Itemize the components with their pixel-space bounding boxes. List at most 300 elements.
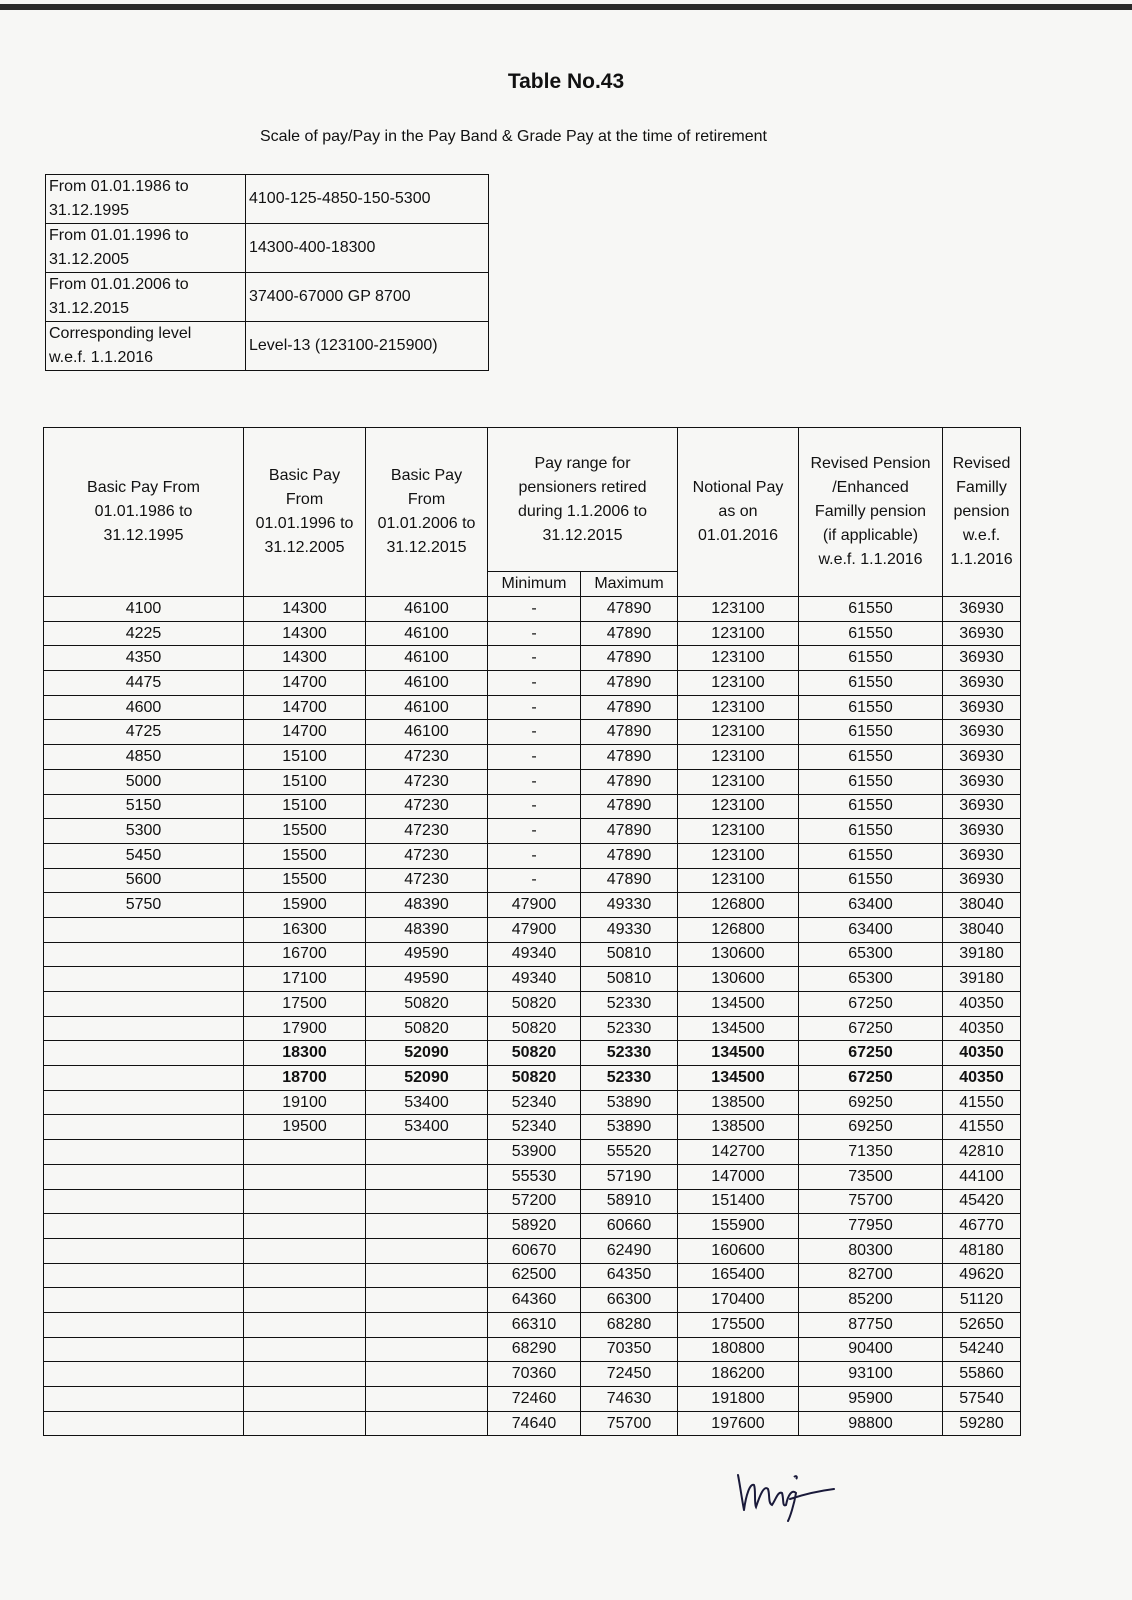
table-row xyxy=(44,1140,1021,1165)
cell-basic-pay-1986: 5750 xyxy=(44,893,244,918)
cell-minimum: 47900 xyxy=(488,893,581,918)
cell-basic-pay-2006: 49590 xyxy=(366,967,488,992)
cell-maximum: 52330 xyxy=(581,1066,678,1091)
cell-revised-family-pension: 36930 xyxy=(943,868,1021,893)
cell-revised-pension: 61550 xyxy=(799,868,943,893)
scale-label-line: 31.12.2015 xyxy=(49,300,130,317)
cell-basic-pay-2006 xyxy=(366,1312,488,1337)
cell-basic-pay-2006 xyxy=(366,1263,488,1288)
cell-notional-pay: 191800 xyxy=(678,1387,799,1412)
scale-label xyxy=(46,224,246,273)
cell-minimum: - xyxy=(488,745,581,770)
signature-mark xyxy=(730,1455,840,1525)
cell-basic-pay-2006: 53400 xyxy=(366,1090,488,1115)
table-row xyxy=(44,1090,1021,1115)
cell-notional-pay: 197600 xyxy=(678,1411,799,1436)
page-subtitle: Scale of pay/Pay in the Pay Band & Grade Pay at the time of retirement xyxy=(260,128,767,145)
cell-basic-pay-1996: 19500 xyxy=(244,1115,366,1140)
cell-notional-pay: 123100 xyxy=(678,671,799,696)
table-row xyxy=(44,1411,1021,1436)
cell-basic-pay-1986: 5000 xyxy=(44,769,244,794)
cell-revised-pension: 63400 xyxy=(799,893,943,918)
cell-minimum: - xyxy=(488,794,581,819)
cell-minimum: 74640 xyxy=(488,1411,581,1436)
table-row xyxy=(44,646,1021,671)
cell-notional-pay: 123100 xyxy=(678,868,799,893)
table-row xyxy=(44,1387,1021,1412)
cell-notional-pay: 123100 xyxy=(678,621,799,646)
cell-minimum: - xyxy=(488,646,581,671)
scale-row xyxy=(46,224,489,273)
cell-maximum: 66300 xyxy=(581,1288,678,1313)
cell-revised-pension: 61550 xyxy=(799,671,943,696)
cell-basic-pay-2006: 53400 xyxy=(366,1115,488,1140)
cell-minimum: - xyxy=(488,843,581,868)
cell-minimum: 70360 xyxy=(488,1362,581,1387)
table-row xyxy=(44,942,1021,967)
cell-maximum: 49330 xyxy=(581,893,678,918)
cell-basic-pay-1986 xyxy=(44,1214,244,1239)
cell-basic-pay-1986 xyxy=(44,1387,244,1412)
table-row xyxy=(44,868,1021,893)
pension-table xyxy=(43,427,1021,1436)
header-maximum: Maximum xyxy=(581,572,678,597)
cell-basic-pay-2006: 46100 xyxy=(366,646,488,671)
cell-maximum: 47890 xyxy=(581,843,678,868)
scale-label xyxy=(46,322,246,371)
table-row xyxy=(44,893,1021,918)
cell-minimum: - xyxy=(488,819,581,844)
cell-revised-family-pension: 39180 xyxy=(943,942,1021,967)
cell-basic-pay-2006 xyxy=(366,1387,488,1412)
cell-revised-pension: 61550 xyxy=(799,745,943,770)
scale-label xyxy=(46,273,246,322)
cell-revised-family-pension: 36930 xyxy=(943,646,1021,671)
cell-basic-pay-2006 xyxy=(366,1411,488,1436)
cell-basic-pay-1986: 4600 xyxy=(44,695,244,720)
cell-notional-pay: 134500 xyxy=(678,992,799,1017)
cell-revised-pension: 80300 xyxy=(799,1238,943,1263)
cell-revised-family-pension: 36930 xyxy=(943,769,1021,794)
cell-basic-pay-1996: 15500 xyxy=(244,843,366,868)
cell-basic-pay-1986: 4725 xyxy=(44,720,244,745)
cell-maximum: 47890 xyxy=(581,720,678,745)
cell-basic-pay-2006 xyxy=(366,1238,488,1263)
scale-label-line: w.e.f. 1.1.2016 xyxy=(49,349,154,366)
table-row xyxy=(44,794,1021,819)
cell-basic-pay-1996 xyxy=(244,1362,366,1387)
cell-revised-pension: 61550 xyxy=(799,720,943,745)
cell-basic-pay-2006 xyxy=(366,1337,488,1362)
cell-basic-pay-1986: 4100 xyxy=(44,597,244,622)
cell-revised-pension: 75700 xyxy=(799,1189,943,1214)
cell-basic-pay-2006 xyxy=(366,1362,488,1387)
cell-maximum: 58910 xyxy=(581,1189,678,1214)
table-row xyxy=(44,720,1021,745)
cell-minimum: - xyxy=(488,695,581,720)
cell-revised-pension: 67250 xyxy=(799,1016,943,1041)
cell-basic-pay-1996 xyxy=(244,1140,366,1165)
cell-notional-pay: 147000 xyxy=(678,1164,799,1189)
cell-revised-family-pension: 40350 xyxy=(943,1016,1021,1041)
table-row xyxy=(44,1337,1021,1362)
cell-basic-pay-1996: 17500 xyxy=(244,992,366,1017)
cell-basic-pay-2006: 47230 xyxy=(366,843,488,868)
cell-basic-pay-1986: 5600 xyxy=(44,868,244,893)
cell-basic-pay-1996: 15900 xyxy=(244,893,366,918)
cell-basic-pay-1996: 15500 xyxy=(244,819,366,844)
cell-revised-family-pension: 57540 xyxy=(943,1387,1021,1412)
cell-revised-family-pension: 49620 xyxy=(943,1263,1021,1288)
cell-minimum: 50820 xyxy=(488,1066,581,1091)
header-revised-family-pension: Revised Familly pension w.e.f. 1.1.2016 xyxy=(943,428,1021,597)
cell-basic-pay-1986 xyxy=(44,1164,244,1189)
cell-notional-pay: 142700 xyxy=(678,1140,799,1165)
table-row xyxy=(44,745,1021,770)
table-row xyxy=(44,769,1021,794)
cell-revised-pension: 61550 xyxy=(799,621,943,646)
cell-notional-pay: 130600 xyxy=(678,967,799,992)
cell-revised-pension: 61550 xyxy=(799,819,943,844)
cell-basic-pay-1986 xyxy=(44,1312,244,1337)
cell-revised-family-pension: 39180 xyxy=(943,967,1021,992)
table-row xyxy=(44,1263,1021,1288)
cell-maximum: 57190 xyxy=(581,1164,678,1189)
cell-basic-pay-1996: 18300 xyxy=(244,1041,366,1066)
cell-basic-pay-2006: 48390 xyxy=(366,893,488,918)
cell-basic-pay-1986: 4225 xyxy=(44,621,244,646)
table-row xyxy=(44,992,1021,1017)
cell-maximum: 60660 xyxy=(581,1214,678,1239)
cell-revised-family-pension: 36930 xyxy=(943,695,1021,720)
cell-maximum: 47890 xyxy=(581,819,678,844)
cell-revised-family-pension: 59280 xyxy=(943,1411,1021,1436)
cell-revised-family-pension: 45420 xyxy=(943,1189,1021,1214)
cell-basic-pay-1996: 17100 xyxy=(244,967,366,992)
table-row xyxy=(44,1189,1021,1214)
cell-basic-pay-1996: 19100 xyxy=(244,1090,366,1115)
cell-notional-pay: 123100 xyxy=(678,720,799,745)
cell-basic-pay-1996: 14700 xyxy=(244,695,366,720)
cell-revised-pension: 85200 xyxy=(799,1288,943,1313)
cell-revised-pension: 65300 xyxy=(799,967,943,992)
scale-label-line: From 01.01.2006 to xyxy=(49,276,189,293)
cell-minimum: 57200 xyxy=(488,1189,581,1214)
scale-label xyxy=(46,175,246,224)
cell-notional-pay: 138500 xyxy=(678,1090,799,1115)
cell-basic-pay-2006: 50820 xyxy=(366,1016,488,1041)
scale-label-line: From 01.01.1986 to xyxy=(49,178,189,195)
cell-basic-pay-1996: 16700 xyxy=(244,942,366,967)
cell-revised-family-pension: 52650 xyxy=(943,1312,1021,1337)
pay-scales-table xyxy=(45,174,489,371)
cell-maximum: 47890 xyxy=(581,646,678,671)
cell-revised-family-pension: 38040 xyxy=(943,893,1021,918)
cell-revised-pension: 67250 xyxy=(799,1066,943,1091)
cell-basic-pay-2006 xyxy=(366,1140,488,1165)
cell-notional-pay: 186200 xyxy=(678,1362,799,1387)
cell-minimum: 52340 xyxy=(488,1115,581,1140)
cell-basic-pay-1996: 17900 xyxy=(244,1016,366,1041)
cell-revised-pension: 65300 xyxy=(799,942,943,967)
cell-basic-pay-1996: 14300 xyxy=(244,597,366,622)
cell-notional-pay: 123100 xyxy=(678,597,799,622)
cell-notional-pay: 134500 xyxy=(678,1041,799,1066)
header-notional-pay: Notional Pay as on 01.01.2016 xyxy=(678,428,799,597)
cell-revised-pension: 71350 xyxy=(799,1140,943,1165)
cell-notional-pay: 123100 xyxy=(678,794,799,819)
table-row xyxy=(44,597,1021,622)
cell-basic-pay-1986 xyxy=(44,1066,244,1091)
cell-basic-pay-2006 xyxy=(366,1164,488,1189)
cell-basic-pay-1996: 14300 xyxy=(244,646,366,671)
cell-revised-family-pension: 40350 xyxy=(943,1041,1021,1066)
scale-row xyxy=(46,322,489,371)
cell-minimum: 68290 xyxy=(488,1337,581,1362)
cell-notional-pay: 155900 xyxy=(678,1214,799,1239)
cell-basic-pay-1986 xyxy=(44,1016,244,1041)
cell-basic-pay-1996 xyxy=(244,1189,366,1214)
cell-basic-pay-2006: 47230 xyxy=(366,794,488,819)
table-row xyxy=(44,1288,1021,1313)
cell-minimum: - xyxy=(488,769,581,794)
cell-basic-pay-1986 xyxy=(44,1115,244,1140)
cell-revised-pension: 61550 xyxy=(799,769,943,794)
cell-notional-pay: 126800 xyxy=(678,893,799,918)
cell-revised-family-pension: 36930 xyxy=(943,597,1021,622)
cell-revised-family-pension: 40350 xyxy=(943,1066,1021,1091)
cell-maximum: 52330 xyxy=(581,992,678,1017)
cell-maximum: 49330 xyxy=(581,917,678,942)
cell-basic-pay-2006: 46100 xyxy=(366,621,488,646)
cell-revised-pension: 67250 xyxy=(799,1041,943,1066)
cell-basic-pay-2006 xyxy=(366,1288,488,1313)
header-basic-pay-2006: Basic Pay From 01.01.2006 to 31.12.2015 xyxy=(366,428,488,597)
cell-basic-pay-2006: 46100 xyxy=(366,597,488,622)
header-revised-pension: Revised Pension /Enhanced Familly pension (if applicable) w.e.f. 1.1.2016 xyxy=(799,428,943,597)
cell-minimum: - xyxy=(488,720,581,745)
cell-maximum: 47890 xyxy=(581,745,678,770)
cell-minimum: 50820 xyxy=(488,1016,581,1041)
cell-notional-pay: 151400 xyxy=(678,1189,799,1214)
cell-basic-pay-1996: 16300 xyxy=(244,917,366,942)
cell-revised-family-pension: 40350 xyxy=(943,992,1021,1017)
table-row xyxy=(44,917,1021,942)
cell-revised-family-pension: 36930 xyxy=(943,819,1021,844)
cell-basic-pay-1996 xyxy=(244,1238,366,1263)
cell-maximum: 64350 xyxy=(581,1263,678,1288)
cell-revised-family-pension: 48180 xyxy=(943,1238,1021,1263)
cell-basic-pay-2006 xyxy=(366,1214,488,1239)
cell-basic-pay-1986 xyxy=(44,1337,244,1362)
cell-basic-pay-1986 xyxy=(44,1140,244,1165)
cell-notional-pay: 123100 xyxy=(678,646,799,671)
scale-label-line: 31.12.1995 xyxy=(49,202,130,219)
cell-revised-pension: 63400 xyxy=(799,917,943,942)
cell-revised-pension: 61550 xyxy=(799,646,943,671)
cell-maximum: 55520 xyxy=(581,1140,678,1165)
table-row xyxy=(44,1214,1021,1239)
cell-basic-pay-1986 xyxy=(44,917,244,942)
cell-maximum: 47890 xyxy=(581,868,678,893)
cell-minimum: 50820 xyxy=(488,1041,581,1066)
cell-notional-pay: 180800 xyxy=(678,1337,799,1362)
cell-notional-pay: 123100 xyxy=(678,745,799,770)
table-row xyxy=(44,1041,1021,1066)
cell-basic-pay-1986: 5300 xyxy=(44,819,244,844)
cell-basic-pay-1996 xyxy=(244,1164,366,1189)
cell-basic-pay-1986 xyxy=(44,1288,244,1313)
cell-basic-pay-1996 xyxy=(244,1387,366,1412)
cell-minimum: 60670 xyxy=(488,1238,581,1263)
cell-revised-pension: 77950 xyxy=(799,1214,943,1239)
cell-basic-pay-1996: 15500 xyxy=(244,868,366,893)
cell-maximum: 74630 xyxy=(581,1387,678,1412)
cell-basic-pay-2006: 46100 xyxy=(366,671,488,696)
cell-revised-family-pension: 44100 xyxy=(943,1164,1021,1189)
cell-notional-pay: 134500 xyxy=(678,1016,799,1041)
cell-minimum: 66310 xyxy=(488,1312,581,1337)
cell-basic-pay-1996: 18700 xyxy=(244,1066,366,1091)
cell-revised-family-pension: 55860 xyxy=(943,1362,1021,1387)
cell-revised-pension: 73500 xyxy=(799,1164,943,1189)
cell-maximum: 47890 xyxy=(581,621,678,646)
cell-revised-pension: 67250 xyxy=(799,992,943,1017)
cell-minimum: 64360 xyxy=(488,1288,581,1313)
scan-border xyxy=(0,4,1132,10)
page-title: Table No.43 xyxy=(507,70,625,93)
cell-basic-pay-2006 xyxy=(366,1189,488,1214)
table-row xyxy=(44,843,1021,868)
scale-value: 37400-67000 GP 8700 xyxy=(246,273,489,322)
table-row xyxy=(44,1115,1021,1140)
cell-revised-family-pension: 36930 xyxy=(943,745,1021,770)
cell-revised-family-pension: 36930 xyxy=(943,794,1021,819)
cell-basic-pay-1986 xyxy=(44,1041,244,1066)
scale-row xyxy=(46,175,489,224)
cell-revised-family-pension: 42810 xyxy=(943,1140,1021,1165)
cell-revised-pension: 61550 xyxy=(799,794,943,819)
cell-revised-pension: 69250 xyxy=(799,1090,943,1115)
header-pay-range: Pay range for pensioners retired during 1.1.2006 to 31.12.2015 xyxy=(488,428,678,572)
cell-revised-pension: 82700 xyxy=(799,1263,943,1288)
cell-basic-pay-1996 xyxy=(244,1411,366,1436)
cell-basic-pay-1986: 4475 xyxy=(44,671,244,696)
cell-basic-pay-1996: 14300 xyxy=(244,621,366,646)
cell-notional-pay: 165400 xyxy=(678,1263,799,1288)
cell-revised-family-pension: 38040 xyxy=(943,917,1021,942)
table-row xyxy=(44,1164,1021,1189)
cell-revised-family-pension: 51120 xyxy=(943,1288,1021,1313)
cell-basic-pay-1996 xyxy=(244,1288,366,1313)
cell-basic-pay-2006: 47230 xyxy=(366,868,488,893)
cell-revised-family-pension: 41550 xyxy=(943,1115,1021,1140)
cell-maximum: 47890 xyxy=(581,794,678,819)
cell-revised-pension: 61550 xyxy=(799,695,943,720)
cell-maximum: 47890 xyxy=(581,695,678,720)
cell-notional-pay: 138500 xyxy=(678,1115,799,1140)
cell-maximum: 50810 xyxy=(581,942,678,967)
table-row xyxy=(44,1312,1021,1337)
cell-minimum: - xyxy=(488,597,581,622)
cell-revised-pension: 87750 xyxy=(799,1312,943,1337)
cell-maximum: 47890 xyxy=(581,597,678,622)
cell-revised-family-pension: 54240 xyxy=(943,1337,1021,1362)
cell-maximum: 70350 xyxy=(581,1337,678,1362)
cell-revised-family-pension: 41550 xyxy=(943,1090,1021,1115)
cell-notional-pay: 170400 xyxy=(678,1288,799,1313)
cell-maximum: 50810 xyxy=(581,967,678,992)
cell-minimum: 55530 xyxy=(488,1164,581,1189)
cell-maximum: 52330 xyxy=(581,1041,678,1066)
cell-maximum: 53890 xyxy=(581,1090,678,1115)
scale-label-line: From 01.01.1996 to xyxy=(49,227,189,244)
cell-notional-pay: 123100 xyxy=(678,843,799,868)
cell-basic-pay-1986: 4350 xyxy=(44,646,244,671)
cell-notional-pay: 126800 xyxy=(678,917,799,942)
cell-basic-pay-1986 xyxy=(44,1263,244,1288)
cell-basic-pay-2006: 47230 xyxy=(366,745,488,770)
cell-basic-pay-2006: 48390 xyxy=(366,917,488,942)
cell-maximum: 72450 xyxy=(581,1362,678,1387)
cell-revised-pension: 93100 xyxy=(799,1362,943,1387)
cell-basic-pay-1996: 14700 xyxy=(244,671,366,696)
cell-basic-pay-1986 xyxy=(44,1189,244,1214)
cell-minimum: 49340 xyxy=(488,967,581,992)
header-basic-pay-1986: Basic Pay From 01.01.1986 to 31.12.1995 xyxy=(44,428,244,597)
cell-minimum: 72460 xyxy=(488,1387,581,1412)
cell-notional-pay: 123100 xyxy=(678,695,799,720)
scale-value: 14300-400-18300 xyxy=(246,224,489,273)
cell-maximum: 75700 xyxy=(581,1411,678,1436)
cell-basic-pay-1986 xyxy=(44,967,244,992)
cell-basic-pay-1986 xyxy=(44,992,244,1017)
cell-maximum: 53890 xyxy=(581,1115,678,1140)
cell-basic-pay-1996: 14700 xyxy=(244,720,366,745)
table-row xyxy=(44,967,1021,992)
cell-minimum: - xyxy=(488,621,581,646)
table-row xyxy=(44,1362,1021,1387)
cell-minimum: 49340 xyxy=(488,942,581,967)
cell-revised-pension: 90400 xyxy=(799,1337,943,1362)
cell-revised-pension: 98800 xyxy=(799,1411,943,1436)
cell-basic-pay-2006: 46100 xyxy=(366,720,488,745)
table-row xyxy=(44,671,1021,696)
cell-basic-pay-2006: 50820 xyxy=(366,992,488,1017)
scale-value: 4100-125-4850-150-5300 xyxy=(246,175,489,224)
cell-maximum: 47890 xyxy=(581,671,678,696)
cell-basic-pay-1996 xyxy=(244,1337,366,1362)
cell-basic-pay-1986 xyxy=(44,1362,244,1387)
cell-basic-pay-1986 xyxy=(44,1238,244,1263)
cell-maximum: 47890 xyxy=(581,769,678,794)
cell-minimum: 47900 xyxy=(488,917,581,942)
cell-basic-pay-1996 xyxy=(244,1214,366,1239)
header-row xyxy=(44,428,1021,572)
cell-basic-pay-1996: 15100 xyxy=(244,794,366,819)
cell-revised-pension: 61550 xyxy=(799,843,943,868)
table-row xyxy=(44,1016,1021,1041)
cell-notional-pay: 160600 xyxy=(678,1238,799,1263)
cell-basic-pay-1986 xyxy=(44,1090,244,1115)
cell-maximum: 68280 xyxy=(581,1312,678,1337)
cell-basic-pay-2006: 49590 xyxy=(366,942,488,967)
cell-revised-pension: 95900 xyxy=(799,1387,943,1412)
cell-minimum: - xyxy=(488,671,581,696)
cell-basic-pay-2006: 47230 xyxy=(366,769,488,794)
cell-basic-pay-1986: 5450 xyxy=(44,843,244,868)
cell-basic-pay-2006: 52090 xyxy=(366,1066,488,1091)
